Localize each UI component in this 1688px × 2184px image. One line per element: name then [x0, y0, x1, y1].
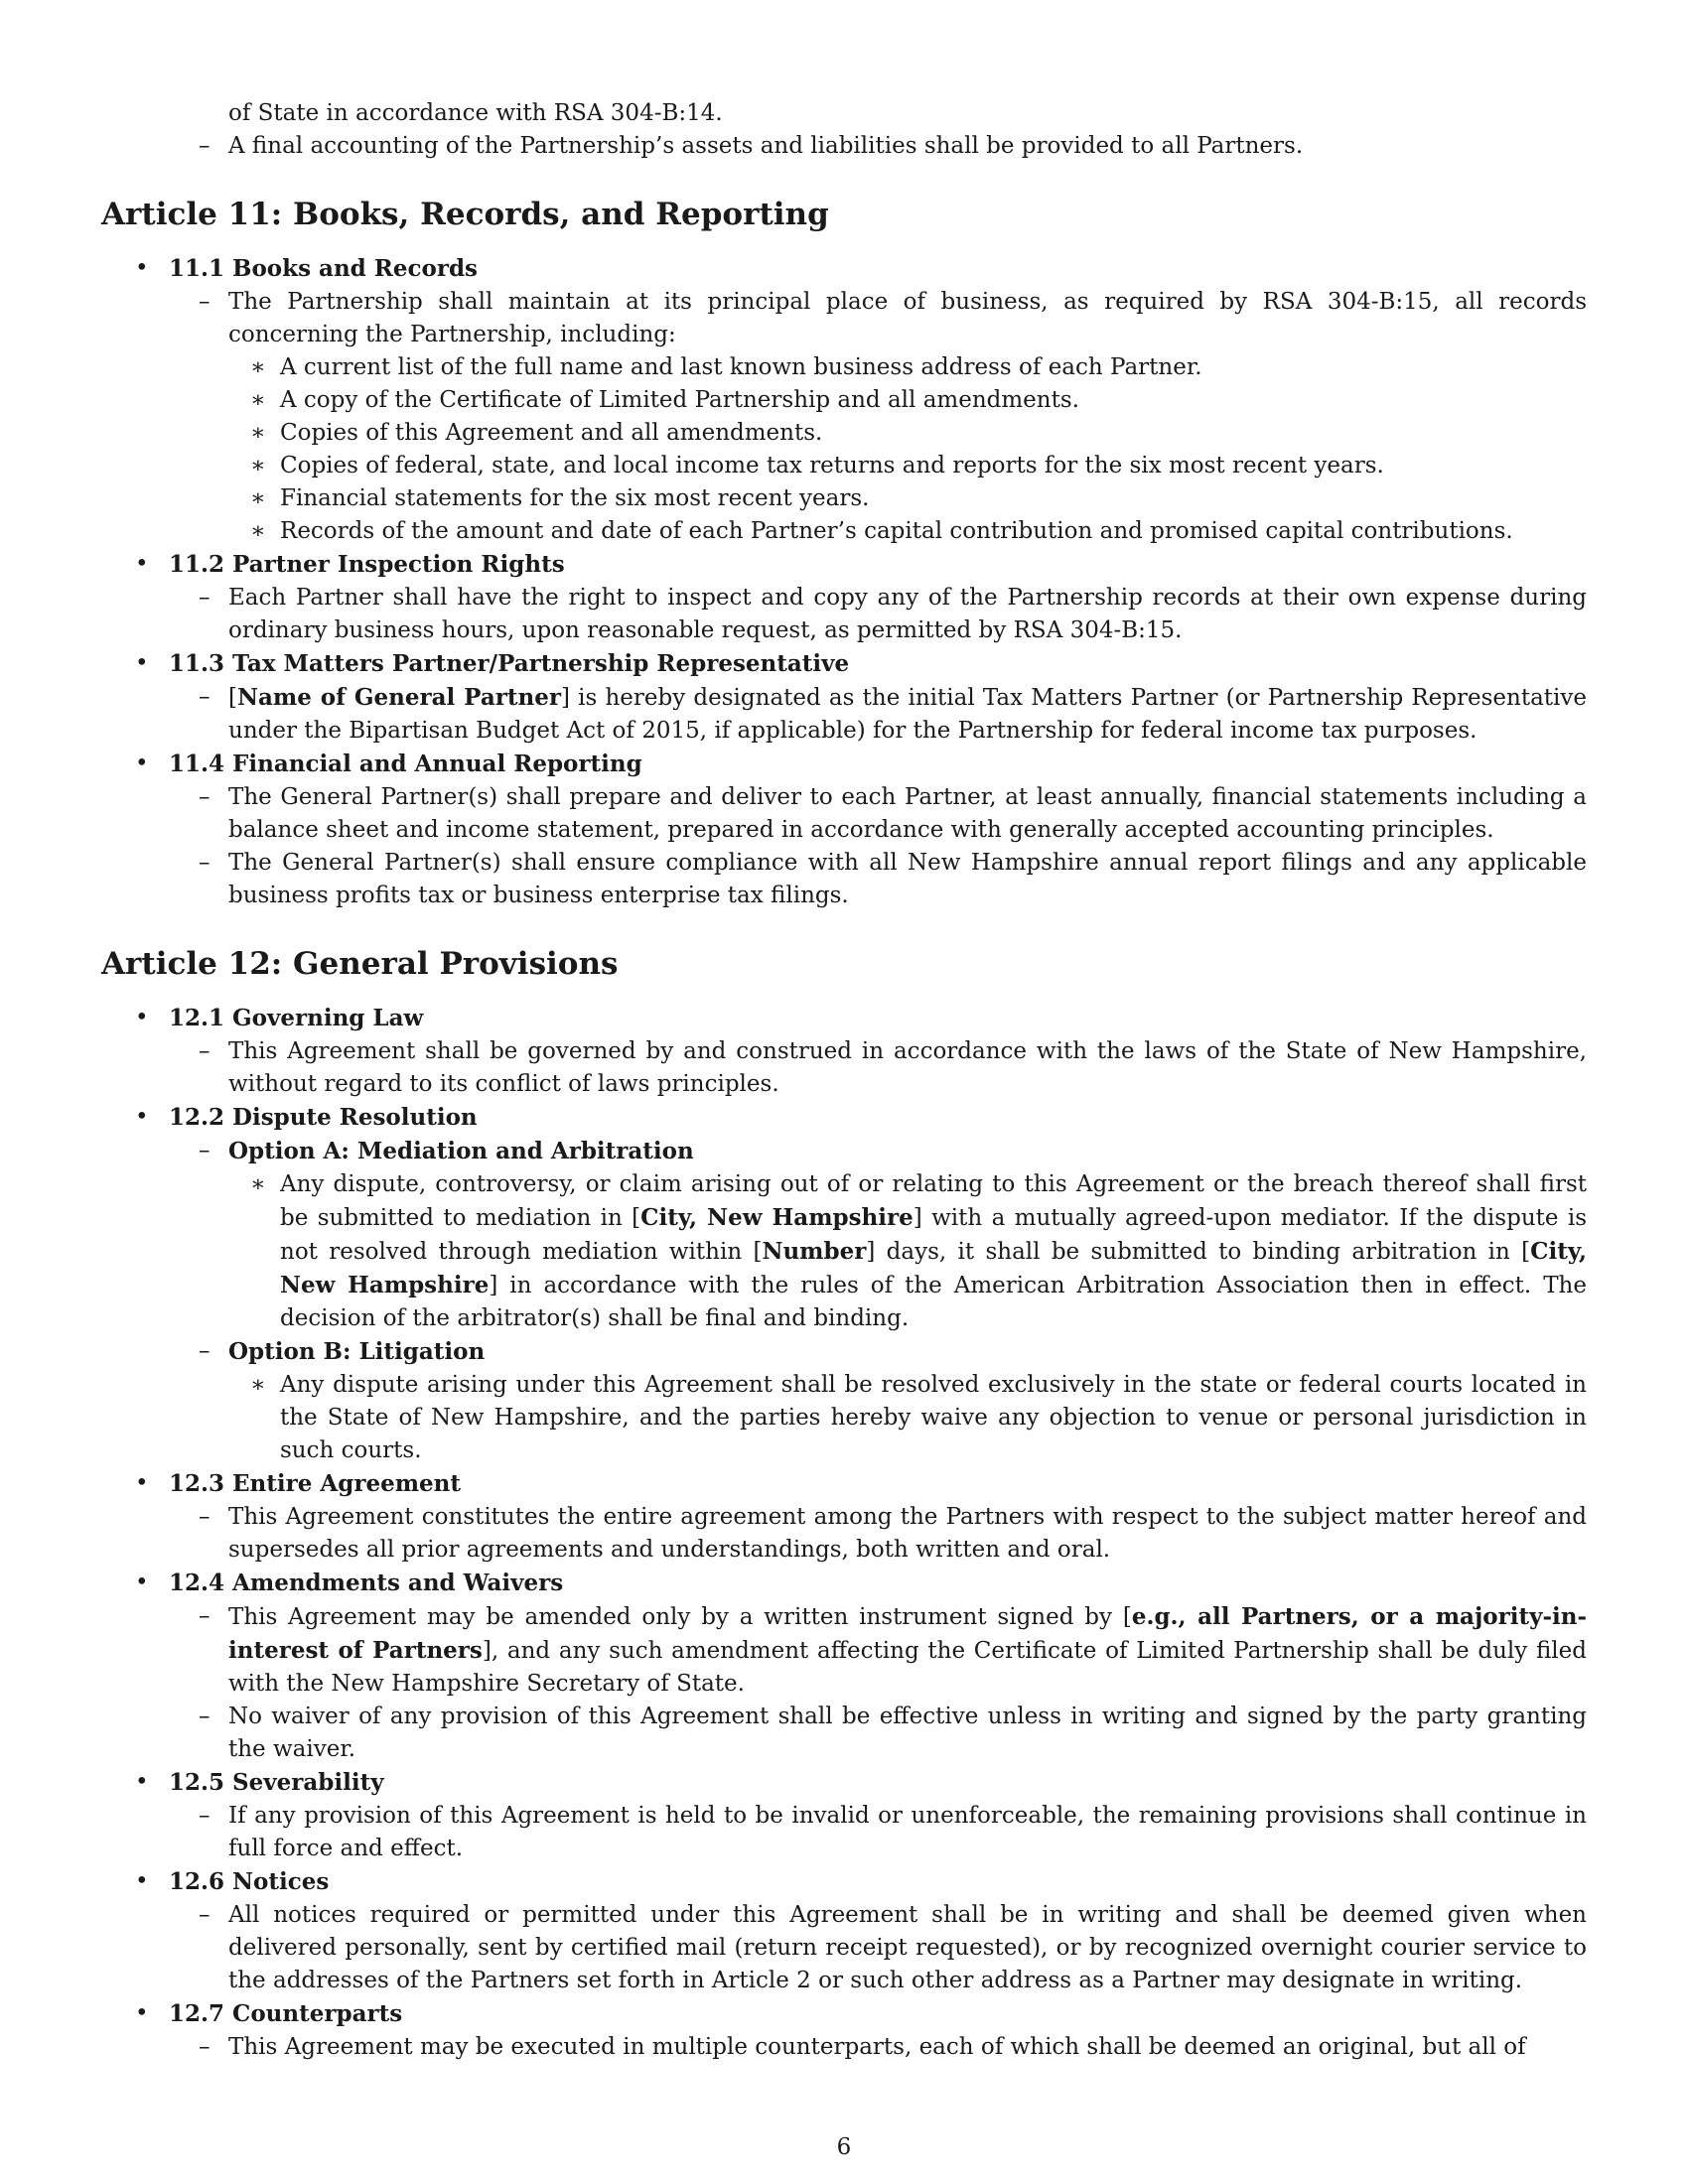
- dash-marker: –: [199, 1902, 211, 1928]
- page-number: 6: [836, 2134, 852, 2160]
- clause-text: ] days, it shall be submitted to binding arbitration in [: [866, 1239, 1531, 1265]
- article-11-heading: Article 11: Books, Records, and Reporting: [101, 197, 829, 232]
- section-12-4: [101, 1567, 1587, 1600]
- bullet-marker: •: [135, 1005, 149, 1030]
- record-text: Copies of federal, state, and local income tax returns and reports for the six most recent years.: [280, 453, 1384, 478]
- record-text: Records of the amount and date of each Partner’s capital contribution and promised capital contributions.: [280, 518, 1513, 544]
- article-11: [101, 195, 1587, 912]
- section-title: 11.4 Financial and Annual Reporting: [169, 751, 642, 777]
- section-11-4: [101, 748, 1587, 781]
- dash-marker: –: [199, 1504, 211, 1530]
- section-title: 12.5 Severability: [169, 1769, 384, 1796]
- clause-text: Any dispute arising under this Agreement shall be resolved exclusively in the state or federal courts located in the State of New Hampshire, and the parties hereby waive any objection to venue or personal jurisdiction in such courts.: [280, 1372, 1587, 1463]
- clause-text: All notices required or permitted under this Agreement shall be in writing and shall be deemed given when delivered personally, sent by certified mail (return receipt requested), or by recognized overnight courier service to the addresses of the Partners set forth in Article 2 or such other address as a Partner may designate in writing.: [228, 1902, 1587, 1993]
- bullet-marker: •: [135, 751, 149, 776]
- clause-text: This Agreement constitutes the entire agreement among the Partners with respect to the subject matter hereof and supersedes all prior agreements and understandings, both written and oral.: [228, 1504, 1587, 1563]
- bullet-marker: •: [135, 551, 149, 577]
- bullet-marker: •: [135, 650, 149, 676]
- placeholder-number: Number: [762, 1238, 867, 1265]
- star-marker: ∗: [250, 387, 266, 413]
- record-item: [101, 515, 1587, 548]
- bullet-marker: •: [135, 2000, 149, 2026]
- article-12: [101, 944, 1587, 2064]
- star-marker: ∗: [250, 485, 266, 511]
- section-title: 12.7 Counterparts: [169, 2000, 403, 2027]
- clause-text: If any provision of this Agreement is held to be invalid or unenforceable, the remaining provisions shall continue in full force and effect.: [228, 1803, 1587, 1861]
- dash-marker: –: [199, 133, 211, 159]
- page-content: [101, 97, 1587, 2064]
- bullet-marker: •: [135, 1570, 149, 1595]
- carryover-item: [101, 130, 1587, 163]
- clause-item: [101, 1701, 1587, 1766]
- carryover-block: [101, 97, 1587, 130]
- section-11-2: [101, 548, 1587, 582]
- placeholder-city: City, New Hampshire: [280, 1238, 1587, 1298]
- dash-marker: –: [199, 684, 211, 710]
- section-title: 12.4 Amendments and Waivers: [169, 1570, 564, 1596]
- section-title: 11.2 Partner Inspection Rights: [169, 551, 565, 578]
- record-item: [101, 482, 1587, 515]
- carryover-text: of State in accordance with RSA 304-B:14.: [228, 100, 723, 126]
- section-12-5: [101, 1766, 1587, 1800]
- clause-text: No waiver of any provision of this Agreement shall be effective unless in writing and signed by the party granting the waiver.: [228, 1704, 1587, 1762]
- clause-item: [101, 582, 1587, 647]
- dash-marker: –: [199, 1338, 211, 1364]
- clause-text: This Agreement may be executed in multiple counterparts, each of which shall be deemed an original, but all of: [228, 2034, 1526, 2060]
- section-title: 12.2 Dispute Resolution: [169, 1104, 478, 1131]
- option-title: Option B: Litigation: [228, 1338, 486, 1365]
- clause-text: The General Partner(s) shall ensure compliance with all New Hampshire annual report filings and any applicable business profits tax or business enterprise tax filings.: [228, 850, 1587, 908]
- carryover-line: [228, 97, 1587, 130]
- placeholder-city: City, New Hampshire: [640, 1204, 914, 1231]
- bullet-marker: •: [135, 1104, 149, 1130]
- dash-marker: –: [199, 1603, 211, 1629]
- bullet-marker: •: [135, 255, 149, 281]
- record-item: [101, 450, 1587, 482]
- clause-item: [101, 1899, 1587, 1997]
- placeholder-general-partner: Name of General Partner: [236, 684, 561, 711]
- section-11-3: [101, 647, 1587, 681]
- clause-item: [101, 1035, 1587, 1101]
- clause-item: [101, 1600, 1587, 1701]
- bullet-marker: •: [135, 1868, 149, 1894]
- section-title: 12.1 Governing Law: [169, 1005, 424, 1031]
- carryover-item-text: A final accounting of the Partnership’s assets and liabilities shall be provided to all Partners.: [228, 133, 1304, 159]
- clause-text: ], and any such amendment affecting the Certificate of Limited Partnership shall be duly filed with the New Hampshire Secretary of State.: [228, 1638, 1587, 1697]
- section-12-3: [101, 1467, 1587, 1501]
- option-b-text: [101, 1369, 1587, 1467]
- dash-marker: –: [199, 289, 211, 315]
- clause-item: [101, 781, 1587, 847]
- star-marker: ∗: [250, 453, 266, 478]
- dash-marker: –: [199, 1704, 211, 1729]
- option-a: [101, 1135, 1587, 1168]
- clause-item: [101, 2031, 1587, 2064]
- dash-marker: –: [199, 784, 211, 810]
- clause-text: ] with a mutually agreed-upon mediator. If the dispute is not resolved through mediation within [: [280, 1205, 1587, 1265]
- clause-text: ] is hereby designated as the initial Tax Matters Partner (or Partnership Representative under the Bipartisan Budget Act of 2015, if applicable) for the Partnership for federal income tax purposes.: [228, 685, 1587, 744]
- dash-marker: –: [199, 1038, 211, 1064]
- dash-marker: –: [199, 1138, 211, 1163]
- bracket-open: [: [228, 685, 237, 711]
- option-b: [101, 1335, 1587, 1369]
- option-a-text: [101, 1168, 1587, 1335]
- clause-text: Each Partner shall have the right to inspect and copy any of the Partnership records at their own expense during ordinary business hours, upon reasonable request, as permitted by RSA 304-B:15.: [228, 585, 1587, 643]
- dash-marker: –: [199, 850, 211, 876]
- placeholder-approval: e.g., all Partners, or a majority-in-interest of Partners: [228, 1603, 1588, 1664]
- article-12-heading: Article 12: General Provisions: [101, 946, 619, 982]
- clause-item: [101, 1501, 1587, 1567]
- clause-item: [101, 847, 1587, 912]
- clause-item: [101, 1800, 1587, 1865]
- dash-marker: –: [199, 1803, 211, 1829]
- star-marker: ∗: [250, 1171, 266, 1197]
- clause-item: [101, 681, 1587, 748]
- dash-marker: –: [199, 2034, 211, 2060]
- bullet-marker: •: [135, 1470, 149, 1496]
- clause-text: ] in accordance with the rules of the American Arbitration Association then in effect. The decision of the arbitrator(s) shall be final and binding.: [280, 1273, 1587, 1331]
- clause-text: Any dispute, controversy, or claim arising out of or relating to this Agreement or the breach thereof shall first be submitted to mediation in [: [280, 1171, 1587, 1231]
- clause-item: [101, 286, 1587, 351]
- section-12-6: [101, 1865, 1587, 1899]
- section-title: 12.6 Notices: [169, 1868, 330, 1895]
- record-item: [101, 417, 1587, 450]
- clause-text: This Agreement may be amended only by a written instrument signed by [: [228, 1604, 1132, 1630]
- section-title: 11.3 Tax Matters Partner/Partnership Representative: [169, 650, 850, 677]
- record-text: A copy of the Certificate of Limited Partnership and all amendments.: [280, 387, 1079, 413]
- option-title: Option A: Mediation and Arbitration: [228, 1138, 694, 1164]
- section-12-7: [101, 1997, 1587, 2031]
- record-item: [101, 351, 1587, 384]
- dash-marker: –: [199, 585, 211, 611]
- section-11-1: [101, 252, 1587, 286]
- clause-text: The General Partner(s) shall prepare and deliver to each Partner, at least annually, financial statements including a balance sheet and income statement, prepared in accordance with generally accepted accounting principles.: [228, 784, 1587, 843]
- record-item: [101, 384, 1587, 417]
- section-title: 12.3 Entire Agreement: [169, 1470, 462, 1497]
- star-marker: ∗: [250, 420, 266, 446]
- record-text: A current list of the full name and last known business address of each Partner.: [280, 354, 1202, 380]
- section-12-1: [101, 1002, 1587, 1035]
- record-text: Copies of this Agreement and all amendments.: [280, 420, 823, 446]
- section-12-2: [101, 1101, 1587, 1135]
- bullet-marker: •: [135, 1769, 149, 1795]
- star-marker: ∗: [250, 518, 266, 544]
- section-title: 11.1 Books and Records: [169, 255, 478, 282]
- clause-text: The Partnership shall maintain at its principal place of business, as required by RSA 304-B:15, all records concerning the Partnership, including:: [228, 289, 1587, 347]
- clause-text: This Agreement shall be governed by and construed in accordance with the laws of the State of New Hampshire, without regard to its conflict of laws principles.: [228, 1038, 1587, 1097]
- star-marker: ∗: [250, 1372, 266, 1398]
- record-text: Financial statements for the six most recent years.: [280, 485, 870, 511]
- star-marker: ∗: [250, 354, 266, 380]
